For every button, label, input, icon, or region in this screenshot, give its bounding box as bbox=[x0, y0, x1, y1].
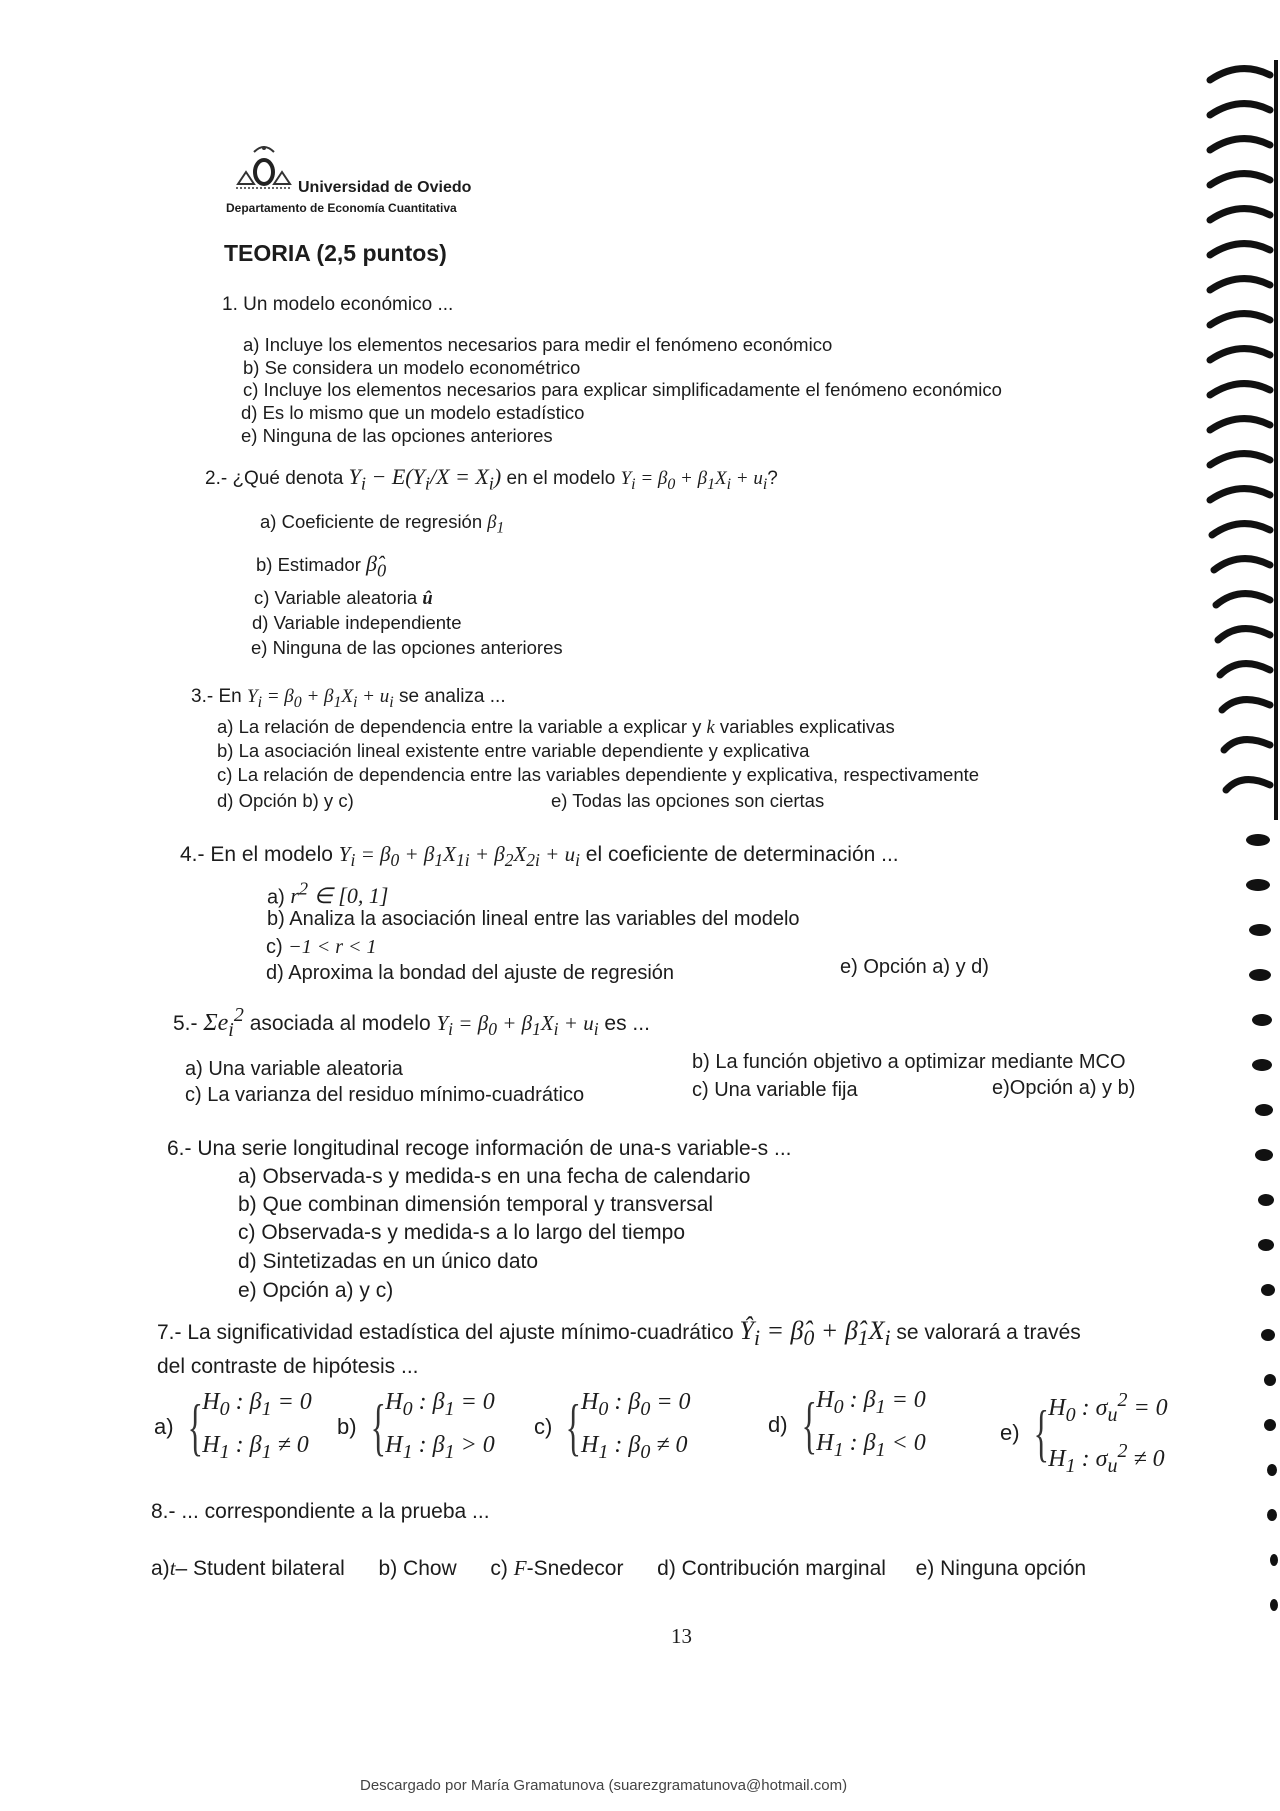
q2-prefix: 2.- ¿Qué denota bbox=[205, 468, 344, 489]
q8-option-d: d) Contribución marginal bbox=[657, 1557, 886, 1580]
q5-option-c: c) La varianza del residuo mínimo-cuadrático bbox=[185, 1084, 585, 1106]
q3-option-e: e) Todas las opciones son ciertas bbox=[551, 790, 825, 811]
q1-option-e: e) Ninguna de las opciones anteriores bbox=[241, 425, 553, 446]
q5-option-a: a) Una variable aleatoria bbox=[185, 1058, 403, 1080]
q2-option-a: a) Coeficiente de regresión $\beta_1$ bbox=[260, 511, 505, 537]
q3-option-a: a) La relación de dependencia entre la variable a explicar y k variables explicativas bbox=[217, 716, 895, 738]
q1-option-b: b) Se considera un modelo econométrico bbox=[243, 357, 581, 378]
q8-option-e: e) Ninguna opción bbox=[915, 1557, 1087, 1580]
q5-option-c2: c) Una variable fija bbox=[692, 1079, 858, 1101]
q1-stem: 1. Un modelo económico ... bbox=[222, 294, 454, 315]
q3-option-d: d) Opción b) y c) bbox=[217, 790, 354, 811]
q2-option-d: d) Variable independiente bbox=[252, 612, 462, 633]
q6-option-c: c) Observada-s y medida-s a lo largo del tiempo bbox=[238, 1221, 686, 1244]
q6-option-b: b) Que combinan dimensión temporal y transversal bbox=[238, 1193, 714, 1216]
q2-expression: $Y_i - E(Y_i/X = X_i)$ bbox=[348, 464, 502, 494]
university-logo bbox=[232, 138, 296, 194]
q6-stem: 6.- Una serie longitudinal recoge información de una-s variable-s ... bbox=[167, 1137, 792, 1160]
q7-option-b: b) { $H_0$ : $\beta_1 = 0$ $H_1$ : $\beta_1 > 0$ bbox=[337, 1389, 495, 1463]
q2-option-c: c) Variable aleatoria û bbox=[254, 587, 433, 609]
q3-option-b: b) La asociación lineal existente entre variable dependiente y explicativa bbox=[217, 740, 810, 761]
q4-option-e: e) Opción a) y d) bbox=[840, 956, 989, 978]
q3-option-c: c) La relación de dependencia entre las variables dependiente y explicativa, respectivamente bbox=[217, 764, 980, 785]
q7-stem: 7.- La significatividad estadística del ajuste mínimo-cuadrático $Ŷ_i$ = $\betâ_0$ + $\betâ_1X_i$ se valorará a través bbox=[157, 1316, 1081, 1351]
q8-options bbox=[151, 1556, 1086, 1581]
q2-stem bbox=[205, 464, 778, 494]
q1-option-a: a) Incluye los elementos necesarios para medir el fenómeno económico bbox=[243, 334, 833, 355]
q4-option-c: c) −1 < r < 1 bbox=[266, 936, 377, 958]
q7-option-e: e) { $H_0$ : $\sigma_u^2 = 0$ $H_1$ : $\sigma_u^2 \ne 0$ bbox=[1000, 1389, 1168, 1477]
q7-option-d: d) { $H_0$ : $\beta_1 = 0$ $H_1$ : $\beta_1 < 0$ bbox=[768, 1387, 926, 1461]
q5-option-b: b) La función objetivo a optimizar mediante MCO bbox=[692, 1051, 1126, 1073]
q2-model: $Y_i = \beta_0 + \beta_1X_i + u_i$ bbox=[620, 468, 768, 493]
q2-option-e: e) Ninguna de las opciones anteriores bbox=[251, 637, 563, 658]
q1-option-d: d) Es lo mismo que un modelo estadístico bbox=[241, 402, 585, 423]
q2-suffix: ? bbox=[767, 468, 778, 489]
q7-option-a: a) { $H_0$ : $\beta_1 = 0$ $H_1$ : $\beta_1 \ne 0$ bbox=[154, 1389, 312, 1463]
department-name: Departamento de Economía Cuantitativa bbox=[226, 201, 457, 215]
q6-option-a: a) Observada-s y medida-s en una fecha de calendario bbox=[238, 1165, 751, 1188]
q8-option-c: c) F-Snedecor bbox=[490, 1556, 624, 1580]
q2-option-b: b) Estimador $\betâ_0$ bbox=[256, 551, 387, 581]
q8-option-b: b) Chow bbox=[378, 1557, 457, 1580]
q6-option-d: d) Sintetizadas en un único dato bbox=[238, 1250, 539, 1273]
q4-stem: 4.- En el modelo $Y_i = \beta_0 + \beta_1X_{1i} + \beta_2X_{2i} + u_i$ el coeficiente de determinación ... bbox=[180, 842, 899, 871]
q8-option-a: a)t– Student bilateral bbox=[151, 1556, 345, 1580]
q1-option-c: c) Incluye los elementos necesarios para explicar simplificadamente el fenómeno económico bbox=[243, 379, 1002, 400]
q7-option-c: c) { $H_0$ : $\beta_0 = 0$ $H_1$ : $\beta_0 \ne 0$ bbox=[534, 1389, 691, 1463]
q7-line2: del contraste de hipótesis ... bbox=[157, 1355, 419, 1378]
q4-option-b: b) Analiza la asociación lineal entre las variables del modelo bbox=[267, 908, 800, 930]
section-title: TEORIA (2,5 puntos) bbox=[224, 240, 447, 266]
q2-mid: en el modelo bbox=[506, 468, 616, 489]
q5-option-e: e)Opción a) y b) bbox=[992, 1077, 1136, 1099]
q5-stem: 5.- $\Sigma e_i^2$ asociada al modelo $Y_i = \beta_0 + \beta_1X_i + u_i$ es ... bbox=[173, 1004, 650, 1041]
q3-stem: 3.- En $Y_i = \beta_0 + \beta_1X_i + u_i$ se analiza ... bbox=[191, 686, 506, 711]
q6-option-e: e) Opción a) y c) bbox=[238, 1279, 394, 1302]
download-footer: Descargado por María Gramatunova (suarezgramatunova@hotmail.com) bbox=[360, 1777, 848, 1794]
page-number: 13 bbox=[671, 1624, 692, 1648]
university-name: Universidad de Oviedo bbox=[298, 179, 472, 196]
q8-stem: 8.- ... correspondiente a la prueba ... bbox=[151, 1500, 490, 1523]
q4-option-a: a) $r^2$ ∈ [0, 1] bbox=[267, 879, 389, 909]
q4-option-d: d) Aproxima la bondad del ajuste de regresión bbox=[266, 962, 675, 984]
spiral-binding bbox=[1190, 60, 1280, 1660]
